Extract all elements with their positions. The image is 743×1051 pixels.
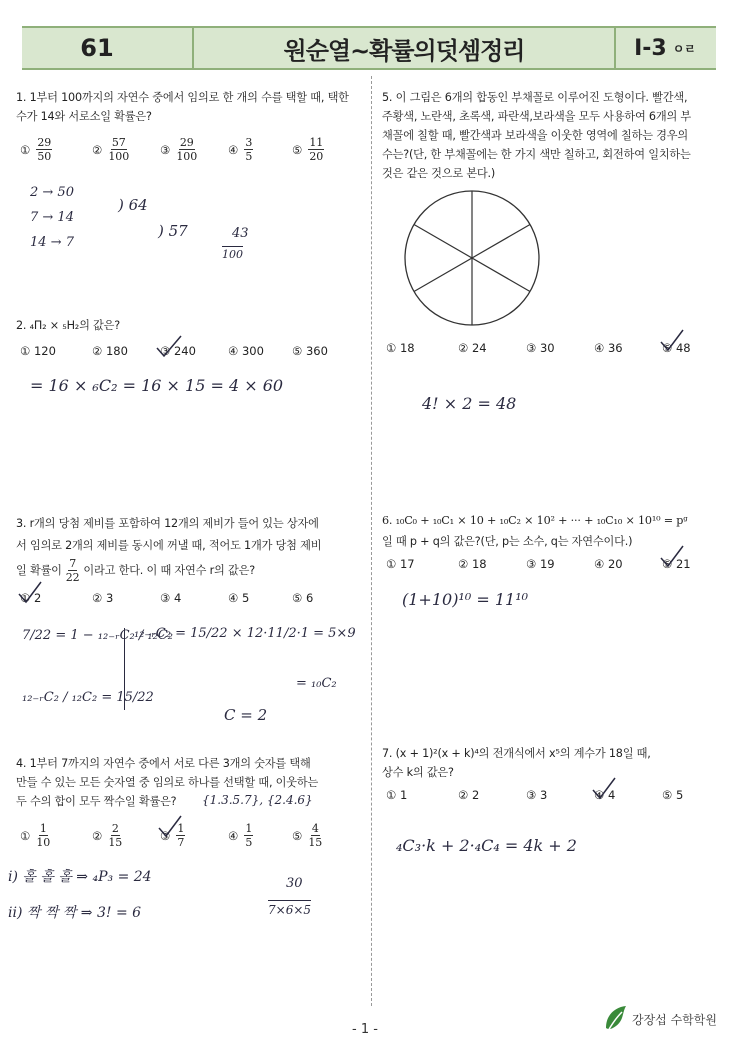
question-2-choices <box>20 344 360 362</box>
handwritten-note: ) 64 <box>118 196 148 214</box>
question-5-stem-line-4: 수는?(단, 한 부채꼴에는 한 가지 색만 칠하고, 회전하여 일치하는 <box>382 148 691 161</box>
check-mark-icon <box>658 328 686 354</box>
choice-5[interactable]: ⑤ 6 <box>292 591 314 605</box>
choice-4[interactable]: ④ 36 <box>594 341 623 355</box>
question-1 <box>16 88 362 126</box>
choice-5[interactable]: ⑤ 5 <box>662 788 684 802</box>
question-4-choices <box>20 822 360 856</box>
choice-3[interactable]: ③ 240 <box>160 344 196 358</box>
handwritten-note: 7 → 14 <box>30 210 74 225</box>
choice-5[interactable]: ⑤ 21 <box>662 557 691 571</box>
choice-1[interactable]: ① $\frac{29}{50}$ <box>20 136 52 163</box>
question-6-stem-line-2: 일 때 p + q의 값은?(단, p는 소수, q는 자연수이다.) <box>382 535 633 548</box>
question-4-stem-line-1: 4. 1부터 7까지의 자연수 중에서 서로 다른 3개의 숫자를 택해 <box>16 757 311 770</box>
check-mark-icon <box>156 814 184 840</box>
choice-3[interactable]: ③ $\frac{29}{100}$ <box>160 136 198 163</box>
handwritten-note: (1+10)¹⁰ = 11¹⁰ <box>402 590 529 609</box>
question-3-stem-line-2: 서 임의로 2개의 제비를 동시에 꺼낼 때, 적어도 1개가 당첨 제비 <box>16 539 322 552</box>
worksheet-number: 61 <box>80 34 114 62</box>
handwritten-note: 43 <box>232 226 249 241</box>
check-mark-icon <box>658 544 686 570</box>
choice-3[interactable]: ③ 19 <box>526 557 555 571</box>
question-3-choices <box>20 591 360 609</box>
choice-4[interactable]: ④ 5 <box>228 591 250 605</box>
question-4-stem-line-2: 만들 수 있는 모든 숫자열 중 임의로 하나를 선택할 때, 이웃하는 <box>16 776 319 789</box>
choice-4[interactable]: ④ 300 <box>228 344 264 358</box>
question-1-stem: 1. 1부터 100까지의 자연수 중에서 임의로 한 개의 수를 택할 때, 택한 수가 14와 서로소일 확률은? <box>16 91 349 123</box>
check-mark-icon <box>590 776 618 802</box>
handwritten-note: 30 <box>286 876 303 891</box>
choice-3[interactable]: ③ 3 <box>526 788 548 802</box>
choice-1[interactable]: ① 2 <box>20 591 42 605</box>
leaf-logo-icon <box>602 1004 628 1034</box>
handwritten-note: ₄C₃·k + 2·₄C₄ = 4k + 2 <box>396 836 577 855</box>
choice-1[interactable]: ① $\frac{1}{10}$ <box>20 822 51 849</box>
column-divider <box>371 76 372 1006</box>
choice-5[interactable]: ⑤ $\frac{4}{15}$ <box>292 822 323 849</box>
choice-5[interactable]: ⑤ 48 <box>662 341 691 355</box>
handwritten-divider <box>124 628 125 710</box>
choice-5[interactable]: ⑤ 360 <box>292 344 328 358</box>
handwritten-note: 14 → 7 <box>30 235 74 250</box>
choice-2[interactable]: ② 18 <box>458 557 487 571</box>
handwritten-note: 4! × 2 = 48 <box>422 394 517 413</box>
choice-2[interactable]: ② $\frac{2}{15}$ <box>92 822 123 849</box>
handwritten-note: ii) 짝 짝 짝 ⇒ 3! = 6 <box>8 905 142 921</box>
handwritten-note: ₁₂₋ᵣC₂ / ₁₂C₂ = 15/22 <box>22 690 154 705</box>
question-7-choices <box>386 788 726 806</box>
handwritten-note: i) 홀 홀 홀 ⇒ ₄P₃ = 24 <box>8 869 152 885</box>
question-7-stem-line-2: 상수 k의 값은? <box>382 766 454 779</box>
choice-3[interactable]: ③ 4 <box>160 591 182 605</box>
worksheet-title: 원순열~확률의덧셈정리 <box>283 36 525 65</box>
handwritten-note: {1.3.5.7}, {2.4.6} <box>202 793 313 807</box>
choice-4[interactable]: ④ $\frac{3}{5}$ <box>228 136 253 163</box>
question-3-stem-line-1: 3. r개의 당첨 제비를 포함하여 12개의 제비가 들어 있는 상자에 <box>16 517 319 530</box>
handwritten-note: = 16 × ₆C₂ = 16 × 15 = 4 × 60 <box>30 376 284 395</box>
handwritten-note: C = 2 <box>224 706 268 724</box>
choice-3[interactable]: ③ 30 <box>526 341 555 355</box>
choice-2[interactable]: ② $\frac{57}{100}$ <box>92 136 130 163</box>
handwritten-note: = ₁₀C₂ <box>296 676 337 691</box>
worksheet-code <box>614 28 716 68</box>
question-7-stem-line-1: 7. (x + 1)²(x + k)⁴의 전개식에서 x⁵의 계수가 18일 때, <box>382 747 651 760</box>
question-5-stem-line-1: 5. 이 그림은 6개의 합동인 부채꼴로 이루어진 도형이다. 빨간색, <box>382 91 688 104</box>
choice-1[interactable]: ① 17 <box>386 557 415 571</box>
sector-circle-figure <box>398 188 546 328</box>
worksheet-header <box>22 26 716 70</box>
choice-3[interactable]: ③ $\frac{1}{7}$ <box>160 822 185 849</box>
handwritten-note: ₁₂₋ᵣC₂ = 15/22 × 12·11/2·1 = 5×9 <box>134 626 356 641</box>
question-3-stem-line-3: 일 확률이 $\frac{7}{22}$ 이라고 한다. 이 때 자연수 r의 값은? <box>16 557 255 584</box>
question-5-stem-line-2: 주황색, 노란색, 초록색, 파란색,보라색을 모두 사용하여 6개의 부 <box>382 110 692 123</box>
page-number: - 1 - <box>352 1022 378 1037</box>
question-2 <box>16 316 362 335</box>
question-7 <box>382 744 726 782</box>
choice-1[interactable]: ① 18 <box>386 341 415 355</box>
choice-5[interactable]: ⑤ $\frac{11}{20}$ <box>292 136 324 163</box>
academy-name: 강장섭 수학학원 <box>632 1012 717 1027</box>
check-mark-icon <box>154 334 184 360</box>
question-5-stem-line-3: 채꼴에 칠할 때, 빨간색과 보라색을 이웃한 영역에 칠하는 경우의 <box>382 129 688 142</box>
unit-code-suffix: ㅇㄹ <box>672 41 696 56</box>
choice-2[interactable]: ② 24 <box>458 341 487 355</box>
question-3 <box>16 514 362 584</box>
choice-2[interactable]: ② 2 <box>458 788 480 802</box>
handwritten-note: ) 57 <box>158 222 188 240</box>
choice-4[interactable]: ④ 4 <box>594 788 616 802</box>
question-1-choices <box>20 136 360 170</box>
question-6-stem-line-1: 6. ₁₀C₀ + ₁₀C₁ × 10 + ₁₀C₂ × 10² + ··· + ₁₀C₁₀ × 10¹⁰ = pᵍ <box>382 514 688 527</box>
handwritten-note: 7×6×5 <box>268 900 311 917</box>
question-2-stem: 2. ₄Π₂ × ₅H₂의 값은? <box>16 319 120 332</box>
unit-code: I-3 <box>634 35 667 61</box>
question-5 <box>382 88 726 183</box>
choice-1[interactable]: ① 120 <box>20 344 56 358</box>
question-5-stem-line-5: 것은 같은 것으로 본다.) <box>382 167 496 180</box>
choice-1[interactable]: ① 1 <box>386 788 408 802</box>
handwritten-note: 7/22 = 1 − ₁₂₋ᵣC₂ / ₁₂C₂ <box>22 628 173 643</box>
check-mark-icon <box>16 580 44 606</box>
handwritten-note: 2 → 50 <box>30 185 74 200</box>
question-4-stem-line-3: 두 수의 합이 모두 짝수일 확률은? <box>16 795 177 808</box>
academy-logo <box>602 1004 717 1034</box>
choice-4[interactable]: ④ 20 <box>594 557 623 571</box>
choice-2[interactable]: ② 3 <box>92 591 114 605</box>
choice-2[interactable]: ② 180 <box>92 344 128 358</box>
handwritten-note: 100 <box>222 248 243 261</box>
choice-4[interactable]: ④ $\frac{1}{5}$ <box>228 822 253 849</box>
